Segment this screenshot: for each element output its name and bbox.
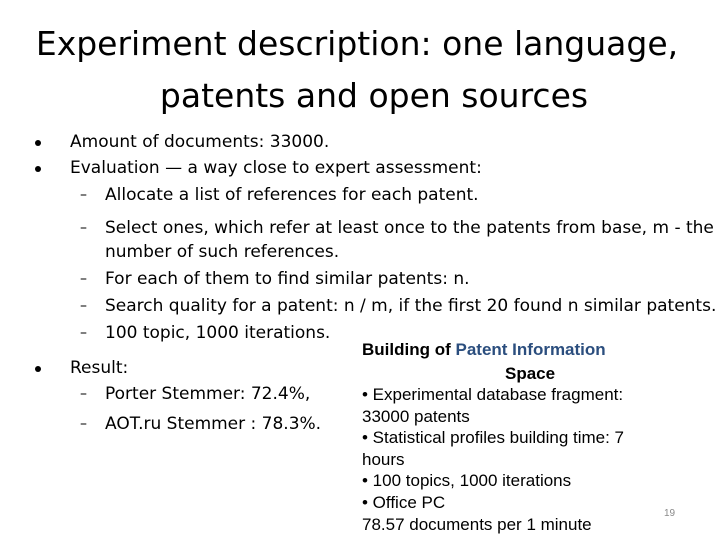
sub-bullet-select bbox=[80, 217, 714, 239]
side-line: • Office PC bbox=[362, 492, 446, 512]
sub-bullet-text: For each of them to find similar patents: n. bbox=[105, 269, 470, 289]
bullet-evaluation bbox=[70, 157, 482, 179]
side-title-prefix: Building of bbox=[362, 340, 451, 359]
page-number: 19 bbox=[664, 508, 676, 519]
sub-bullet-porter bbox=[80, 383, 311, 405]
dash-icon: – bbox=[80, 325, 87, 341]
side-title-accent: Patent Information bbox=[455, 340, 606, 359]
sub-bullet-text: Porter Stemmer: 72.4%, bbox=[105, 384, 311, 404]
bullet-text: Evaluation — a way close to expert assessment: bbox=[70, 158, 482, 178]
side-title-suffix: Space bbox=[505, 364, 556, 383]
sub-bullet-select-continued bbox=[105, 241, 339, 263]
bullet-text: Amount of documents: 33000. bbox=[70, 132, 330, 152]
bullet-amount bbox=[70, 131, 329, 153]
dash-icon: – bbox=[80, 298, 87, 314]
title-line-2: patents and open sources bbox=[159, 76, 589, 115]
bullet-text: Result: bbox=[70, 358, 129, 378]
sub-bullet-aot bbox=[80, 413, 322, 435]
bullet-dot-icon bbox=[35, 140, 41, 146]
dash-icon: – bbox=[80, 386, 87, 402]
sub-bullet-text: Allocate a list of references for each patent. bbox=[105, 185, 479, 205]
sub-bullet-text: number of such references. bbox=[105, 242, 340, 262]
sub-bullet-quality bbox=[80, 295, 717, 317]
dash-icon: – bbox=[80, 416, 87, 432]
side-line: 78.57 documents per 1 minute bbox=[362, 514, 592, 534]
side-panel-body bbox=[362, 384, 662, 535]
sub-bullet-text: Select ones, which refer at least once to the patents from base, m - the bbox=[105, 218, 714, 238]
side-line: 33000 patents bbox=[362, 406, 470, 426]
sub-bullet-similar bbox=[80, 268, 470, 290]
sub-bullet-iterations bbox=[80, 322, 331, 344]
bullet-dot-icon bbox=[35, 166, 41, 172]
side-line: hours bbox=[362, 449, 405, 469]
sub-bullet-allocate bbox=[80, 184, 479, 206]
side-line: • Experimental database fragment: bbox=[362, 385, 624, 404]
dash-icon: – bbox=[80, 187, 87, 203]
side-line: • 100 topics, 1000 iterations bbox=[362, 471, 572, 491]
bullet-dot-icon bbox=[35, 366, 41, 372]
dash-icon: – bbox=[80, 271, 87, 287]
dash-icon: – bbox=[80, 220, 87, 236]
title-line-1: Experiment description: one language, bbox=[35, 24, 679, 63]
bullet-result bbox=[70, 357, 128, 379]
sub-bullet-text: Search quality for a patent: n / m, if the first 20 found n similar patents. bbox=[105, 296, 717, 316]
sub-bullet-text: AOT.ru Stemmer : 78.3%. bbox=[105, 414, 322, 434]
sub-bullet-text: 100 topic, 1000 iterations. bbox=[105, 323, 331, 343]
side-panel-title bbox=[362, 338, 672, 386]
side-line: • Statistical profiles building time: 7 bbox=[362, 428, 625, 448]
